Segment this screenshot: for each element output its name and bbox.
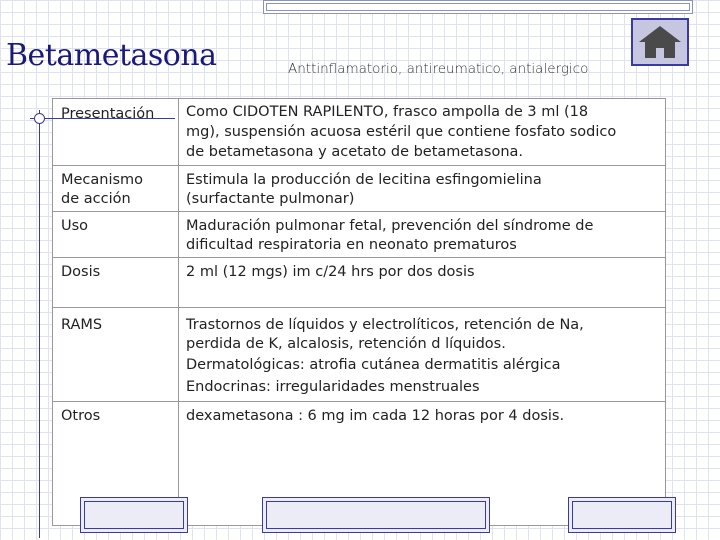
- row-text-line: de betametasona y acetato de betametasona.: [186, 144, 524, 160]
- table-row: [53, 307, 665, 402]
- row-text-line: mg), suspensión acuosa estéril que contiene fosfato sodico: [186, 124, 617, 140]
- bottom-decoration-right-inner: [572, 501, 672, 529]
- row-label: Mecanismo: [61, 172, 144, 188]
- slide-title: Betametasona: [6, 38, 217, 73]
- row-label: de acción: [61, 191, 131, 207]
- decorative-horizontal-line: [30, 118, 175, 119]
- info-table: [52, 98, 666, 526]
- row-text-line: dexametasona : 6 mg im cada 12 horas por 4 dosis.: [186, 408, 565, 424]
- row-text-line: 2 ml (12 mgs) im c/24 hrs por dos dosis: [186, 264, 475, 280]
- home-icon: [633, 20, 687, 64]
- bottom-decoration-right: [568, 497, 676, 533]
- row-text-line: Endocrinas: irregularidades menstruales: [186, 379, 480, 395]
- decorative-circle: [34, 113, 45, 124]
- bottom-decoration-center-inner: [266, 501, 486, 529]
- bottom-decoration-center: [262, 497, 490, 533]
- table-row: [53, 99, 665, 165]
- slide-subtitle: Anttinflamatorio, antireumatico, antialergico: [288, 61, 589, 77]
- row-text-line: dificultad respiratoria en neonato prematuros: [186, 237, 517, 253]
- bottom-decoration-left: [80, 497, 188, 533]
- row-text-line: Estimula la producción de lecitina esfingomielina: [186, 172, 542, 188]
- decorative-vertical-line: [39, 110, 40, 538]
- row-label: Uso: [61, 218, 89, 234]
- row-text-line: Como CIDOTEN RAPILENTO, frasco ampolla de 3 ml (18: [186, 104, 589, 120]
- row-text-line: Maduración pulmonar fetal, prevención del síndrome de: [186, 218, 594, 234]
- row-text-line: (surfactante pulmonar): [186, 191, 355, 207]
- row-label: Otros: [61, 408, 101, 424]
- table-row: [53, 211, 665, 258]
- row-text-line: Trastornos de líquidos y electrolíticos, retención de Na,: [186, 317, 584, 333]
- row-label: Dosis: [61, 264, 101, 280]
- row-text-line: Dermatológicas: atrofia cutánea dermatitis alérgica: [186, 357, 561, 373]
- row-label: Presentación: [61, 106, 155, 122]
- row-label: RAMS: [61, 317, 103, 333]
- home-button[interactable]: [631, 18, 689, 66]
- bottom-decoration-left-inner: [84, 501, 184, 529]
- top-decoration-inner: [266, 3, 690, 11]
- top-decoration: [263, 0, 693, 14]
- table-row: [53, 165, 665, 212]
- row-text-line: perdida de K, alcalosis, retención d líquidos.: [186, 336, 506, 352]
- table-row: [53, 257, 665, 308]
